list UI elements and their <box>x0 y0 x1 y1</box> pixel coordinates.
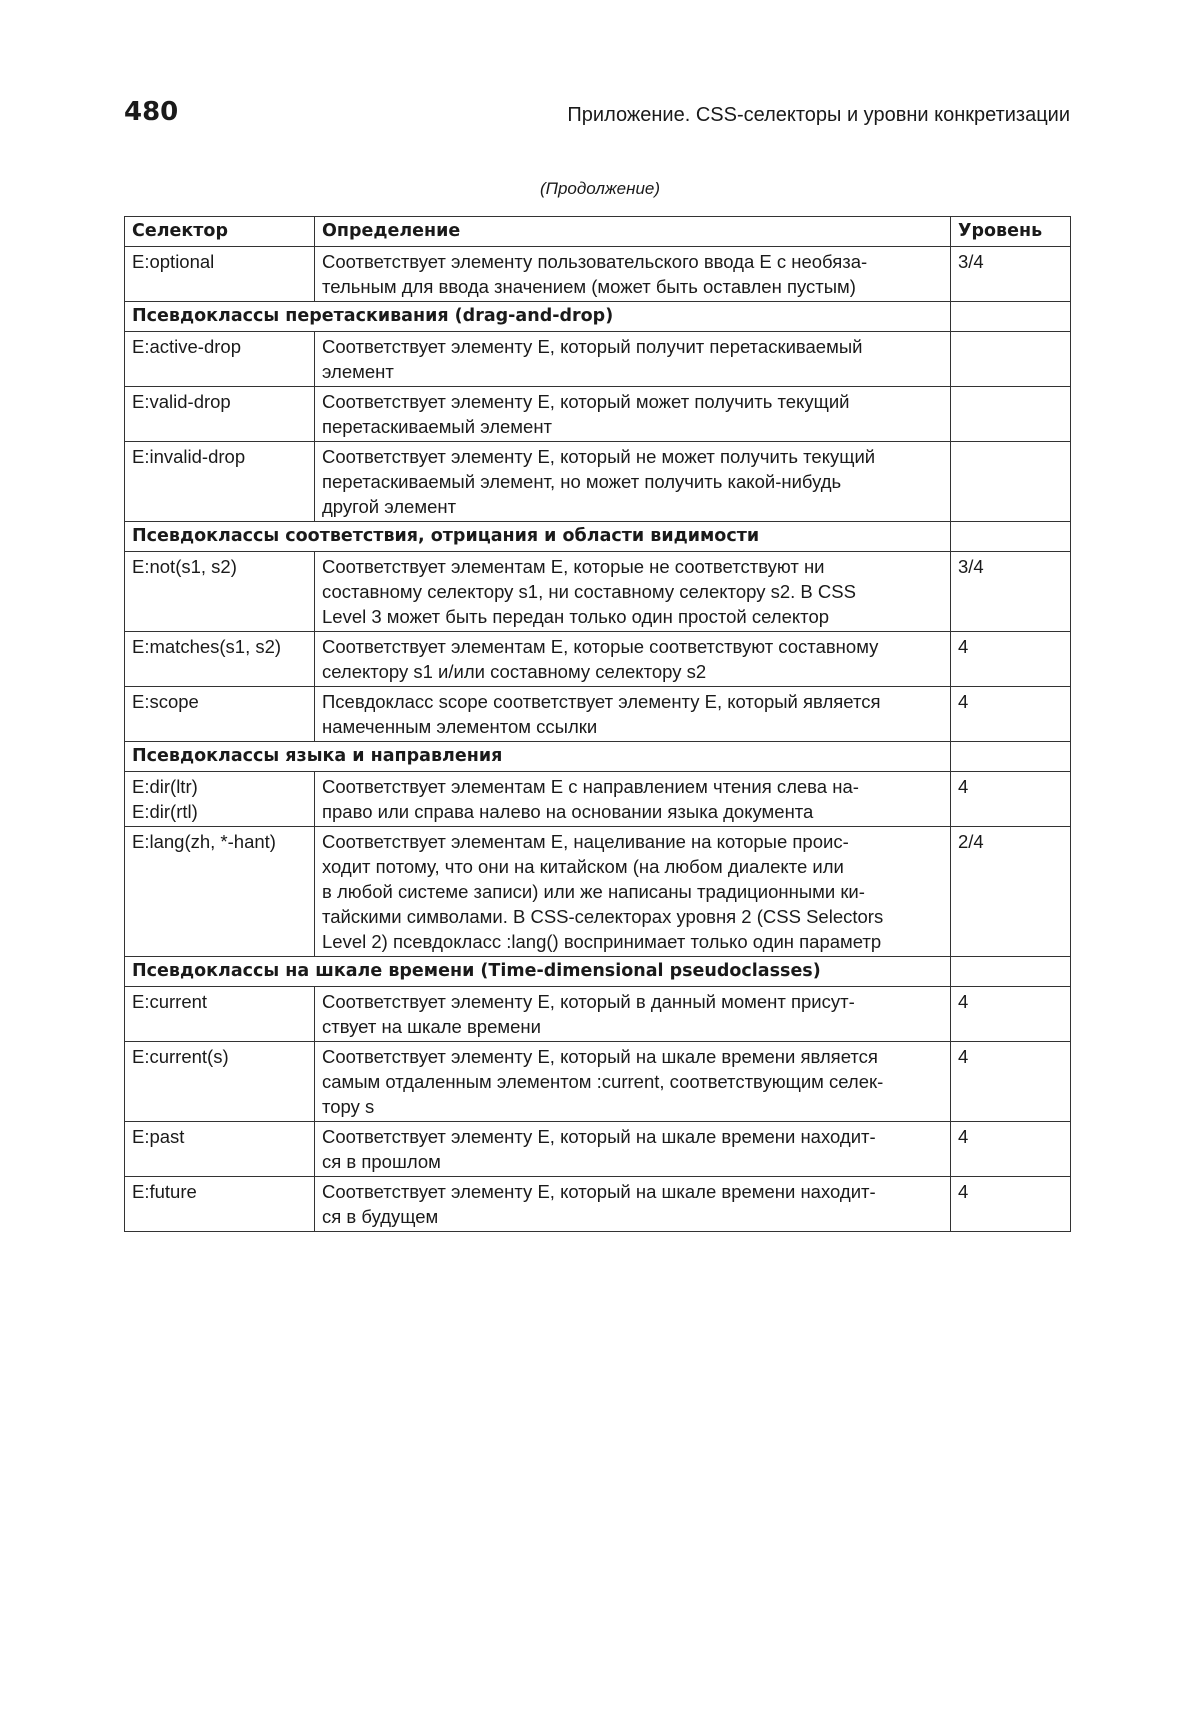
selector-text: E:not(s1, s2) <box>132 556 237 577</box>
running-header: Приложение. CSS-селекторы и уровни конкретизации <box>567 104 1070 126</box>
selector-cell <box>125 687 315 742</box>
section-title: Псевдоклассы перетаскивания (drag-and-drop) <box>125 302 951 332</box>
level-cell <box>951 387 1071 442</box>
selector-text: E:dir(rtl) <box>132 801 198 822</box>
selector-cell <box>125 1122 315 1177</box>
definition-cell <box>315 442 951 522</box>
level-cell: 3/4 <box>951 552 1071 632</box>
table-row <box>125 827 1071 957</box>
definition-line: Соответствует элементу E, который получит перетаскиваемый <box>322 336 863 357</box>
selector-text: E:dir(ltr) <box>132 776 198 797</box>
section-row <box>125 742 1071 772</box>
definition-cell <box>315 1122 951 1177</box>
definition-line: тору s <box>322 1096 375 1117</box>
definition-line: перетаскиваемый элемент, но может получить какой-нибудь <box>322 471 842 492</box>
definition-line: Псевдокласс scope соответствует элементу E, который является <box>322 691 881 712</box>
definition-line: ходит потому, что они на китайском (на любом диалекте или <box>322 856 844 877</box>
selector-text: E:lang(zh, *-hant) <box>132 831 276 852</box>
definition-line: право или справа налево на основании языка документа <box>322 801 814 822</box>
table-row <box>125 442 1071 522</box>
table-row <box>125 1122 1071 1177</box>
selector-text: E:past <box>132 1126 185 1147</box>
column-header-definition: Определение <box>315 217 951 247</box>
level-cell <box>951 332 1071 387</box>
selectors-table <box>124 216 1071 1232</box>
definition-cell <box>315 987 951 1042</box>
definition-cell <box>315 1177 951 1232</box>
definition-line: Соответствует элементу E, который на шкале времени находит- <box>322 1181 876 1202</box>
definition-line: Соответствует элементам E, которые не соответствуют ни <box>322 556 825 577</box>
table-row <box>125 632 1071 687</box>
selector-cell <box>125 827 315 957</box>
selector-cell <box>125 987 315 1042</box>
definition-cell <box>315 332 951 387</box>
selector-text: E:active-drop <box>132 336 241 357</box>
table-row <box>125 247 1071 302</box>
definition-line: Level 3 может быть передан только один простой селектор <box>322 606 830 627</box>
definition-cell <box>315 772 951 827</box>
selector-cell <box>125 442 315 522</box>
selector-text: E:current <box>132 991 208 1012</box>
selector-text: E:optional <box>132 251 215 272</box>
table-row <box>125 387 1071 442</box>
selector-text: E:valid-drop <box>132 391 231 412</box>
selector-cell <box>125 772 315 827</box>
definition-line: составному селектору s1, ни составному селектору s2. В CSS <box>322 581 856 602</box>
definition-cell <box>315 552 951 632</box>
selector-cell <box>125 632 315 687</box>
section-row <box>125 302 1071 332</box>
definition-cell <box>315 827 951 957</box>
definition-line: элемент <box>322 361 394 382</box>
definition-cell <box>315 687 951 742</box>
definition-line: Соответствует элементу E, который не может получить текущий <box>322 446 876 467</box>
definition-line: Соответствует элементу E, который на шкале времени находит- <box>322 1126 876 1147</box>
definition-line: Соответствует элементам E с направлением чтения слева на- <box>322 776 859 797</box>
definition-cell <box>315 387 951 442</box>
definition-line: Соответствует элементу E, который в данный момент присут- <box>322 991 855 1012</box>
column-header-selector: Селектор <box>125 217 315 247</box>
definition-line: ся в прошлом <box>322 1151 441 1172</box>
section-level-cell <box>951 302 1071 332</box>
section-level-cell <box>951 522 1071 552</box>
definition-line: тайскими символами. В CSS-селекторах уровня 2 (CSS Selectors <box>322 906 884 927</box>
section-row <box>125 957 1071 987</box>
definition-line: тельным для ввода значением (может быть оставлен пустым) <box>322 276 856 297</box>
continuation-label: (Продолжение) <box>539 179 661 198</box>
definition-line: Соответствует элементам E, которые соответствуют составному <box>322 636 879 657</box>
level-cell: 3/4 <box>951 247 1071 302</box>
table-header-row <box>125 217 1071 247</box>
level-cell: 4 <box>951 772 1071 827</box>
definition-line: Соответствует элементам E, нацеливание на которые проис- <box>322 831 849 852</box>
definition-line: Соответствует элементу E, который на шкале времени является <box>322 1046 878 1067</box>
table-row <box>125 332 1071 387</box>
selector-cell <box>125 1177 315 1232</box>
selector-cell <box>125 387 315 442</box>
definition-line: Соответствует элементу пользовательского ввода E с необяза- <box>322 251 868 272</box>
selector-text: E:scope <box>132 691 199 712</box>
definition-line: ствует на шкале времени <box>322 1016 541 1037</box>
selector-cell <box>125 332 315 387</box>
definition-line: намеченным элементом ссылки <box>322 716 598 737</box>
section-title: Псевдоклассы на шкале времени (Time-dimensional pseudoclasses) <box>125 957 951 987</box>
page-number: 480 <box>124 97 179 127</box>
selector-text: E:future <box>132 1181 197 1202</box>
section-level-cell <box>951 742 1071 772</box>
table-body <box>125 247 1071 1232</box>
table-row <box>125 552 1071 632</box>
level-cell: 4 <box>951 1177 1071 1232</box>
table-row <box>125 1042 1071 1122</box>
level-cell: 4 <box>951 1122 1071 1177</box>
selector-cell <box>125 1042 315 1122</box>
level-cell: 2/4 <box>951 827 1071 957</box>
level-cell: 4 <box>951 1042 1071 1122</box>
definition-line: перетаскиваемый элемент <box>322 416 553 437</box>
section-title: Псевдоклассы языка и направления <box>125 742 951 772</box>
level-cell: 4 <box>951 632 1071 687</box>
level-cell: 4 <box>951 987 1071 1042</box>
definition-line: другой элемент <box>322 496 457 517</box>
selector-cell <box>125 552 315 632</box>
table-row <box>125 987 1071 1042</box>
section-title: Псевдоклассы соответствия, отрицания и области видимости <box>125 522 951 552</box>
level-cell: 4 <box>951 687 1071 742</box>
selector-cell <box>125 247 315 302</box>
level-cell <box>951 442 1071 522</box>
definition-cell <box>315 1042 951 1122</box>
selector-text: E:current(s) <box>132 1046 229 1067</box>
section-level-cell <box>951 957 1071 987</box>
column-header-level: Уровень <box>951 217 1071 247</box>
definition-line: Level 2) псевдокласс :lang() воспринимает только один параметр <box>322 931 882 952</box>
definition-line: самым отдаленным элементом :current, соответствующим селек- <box>322 1071 884 1092</box>
definition-line: ся в будущем <box>322 1206 439 1227</box>
section-row <box>125 522 1071 552</box>
definition-cell <box>315 632 951 687</box>
table-row <box>125 772 1071 827</box>
table-row <box>125 1177 1071 1232</box>
definition-cell <box>315 247 951 302</box>
definition-line: в любой системе записи) или же написаны традиционными ки- <box>322 881 865 902</box>
table-row <box>125 687 1071 742</box>
definition-line: Соответствует элементу E, который может получить текущий <box>322 391 850 412</box>
selector-text: E:matches(s1, s2) <box>132 636 282 657</box>
selector-text: E:invalid-drop <box>132 446 246 467</box>
definition-line: селектору s1 и/или составному селектору s2 <box>322 661 707 682</box>
